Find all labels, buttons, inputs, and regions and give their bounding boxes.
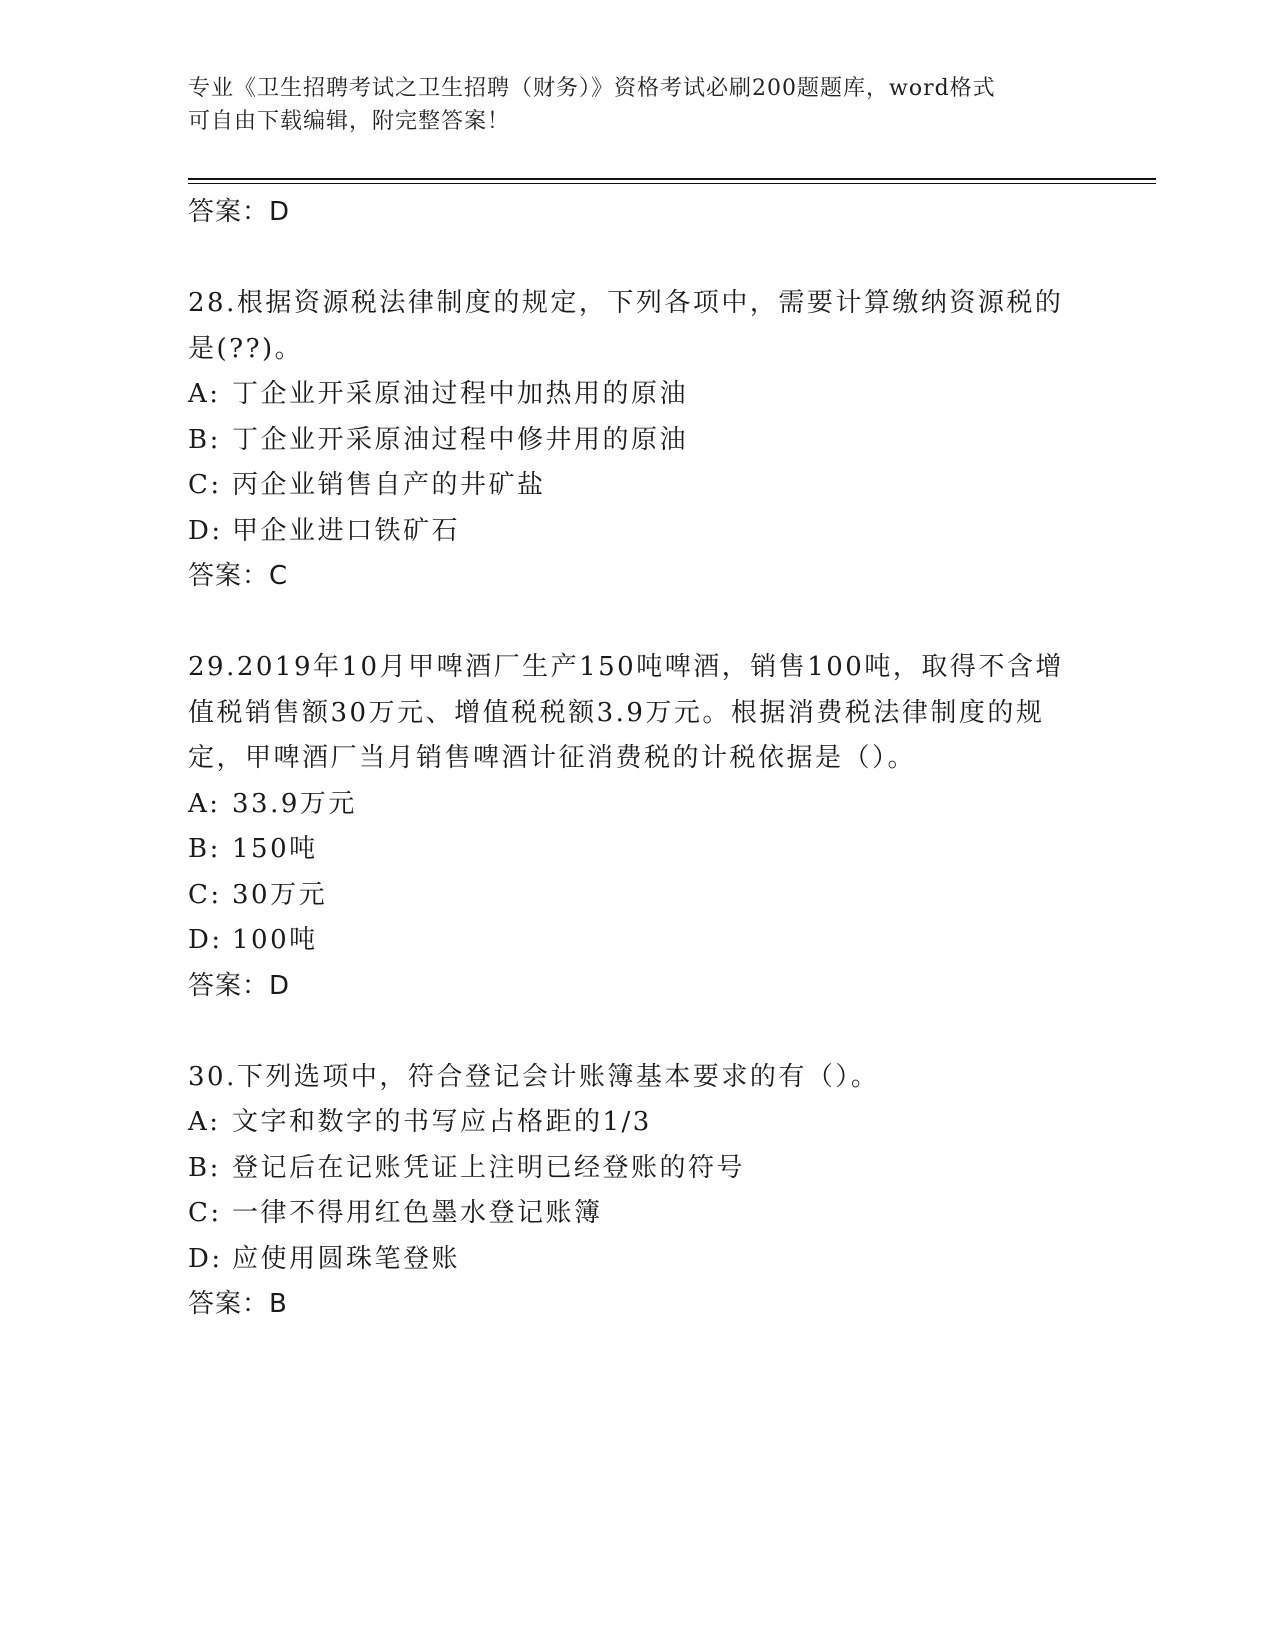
spacer xyxy=(188,600,1088,646)
option-c xyxy=(188,873,1088,919)
option-text: 应使用圆珠笔登账 xyxy=(232,1243,461,1274)
option-b xyxy=(188,827,1088,873)
option-text: 150吨 xyxy=(232,834,318,864)
option-text: 一律不得用红色墨水登记账簿 xyxy=(232,1198,603,1228)
option-text: 文字和数字的书写应占格距的1/3 xyxy=(232,1107,652,1137)
option-text: 丁企业开采原油过程中修井用的原油 xyxy=(232,424,689,455)
page-header xyxy=(188,72,1088,138)
option-text: 丙企业销售自产的井矿盐 xyxy=(232,470,546,500)
option-text: 丁企业开采原油过程中加热用的原油 xyxy=(232,379,689,409)
option-text: 登记后在记账凭证上注明已经登账的符号 xyxy=(232,1152,746,1183)
spacer xyxy=(188,236,1088,282)
header-divider-thin xyxy=(188,183,1156,184)
answer-30: 答案：B xyxy=(188,1289,288,1319)
option-d xyxy=(188,1237,1088,1283)
question-content xyxy=(188,190,1088,1328)
option-text: 30万元 xyxy=(232,879,328,910)
answer-29: 答案：D xyxy=(188,970,291,1001)
question-stem-line: 28.根据资源税法律制度的规定，下列各项中，需要计算缴纳资源税的 xyxy=(188,288,1064,318)
option-c xyxy=(188,463,1088,509)
question-stem-line: 29.2019年10月甲啤酒厂生产150吨啤酒，销售100吨，取得不含增 xyxy=(188,652,1064,682)
header-line-2: 可自由下载编辑，附完整答案！ xyxy=(188,109,511,134)
option-c xyxy=(188,1191,1088,1237)
question-stem-line: 30.下列选项中，符合登记会计账簿基本要求的有（）。 xyxy=(188,1061,880,1092)
option-a xyxy=(188,1100,1088,1146)
option-letter: A: xyxy=(188,788,221,819)
option-a xyxy=(188,372,1088,418)
question-stem-line: 是(??)。 xyxy=(188,333,304,364)
option-text: 100吨 xyxy=(232,925,318,955)
question-28 xyxy=(188,281,1088,600)
option-text: 33.9万元 xyxy=(232,788,357,819)
option-b xyxy=(188,418,1088,464)
question-29 xyxy=(188,645,1088,1009)
answer-28: 答案：C xyxy=(188,561,289,591)
option-letter: D: xyxy=(188,1243,223,1274)
question-stem-line: 定，甲啤酒厂当月销售啤酒计征消费税的计税依据是（）。 xyxy=(188,743,917,773)
option-d xyxy=(188,509,1088,555)
header-line-1: 专业《卫生招聘考试之卫生招聘（财务）》资格考试必刷200题题库，word格式 xyxy=(188,76,996,101)
answer-previous: 答案：D xyxy=(188,197,291,227)
question-30 xyxy=(188,1055,1088,1328)
option-letter: B: xyxy=(188,1152,221,1183)
option-letter: C: xyxy=(188,1198,222,1228)
option-text: 甲企业进口铁矿石 xyxy=(232,515,461,546)
header-divider-thick xyxy=(188,178,1156,180)
option-letter: A: xyxy=(188,1107,221,1137)
question-stem-line: 值税销售额30万元、增值税税额3.9万元。根据消费税法律制度的规 xyxy=(188,697,1045,728)
option-b xyxy=(188,1146,1088,1192)
option-letter: B: xyxy=(188,424,221,455)
option-letter: B: xyxy=(188,834,221,864)
option-d xyxy=(188,918,1088,964)
option-letter: C: xyxy=(188,470,222,500)
option-letter: D: xyxy=(188,925,223,955)
spacer xyxy=(188,1009,1088,1055)
option-letter: D: xyxy=(188,515,223,546)
option-letter: A: xyxy=(188,379,221,409)
option-a xyxy=(188,782,1088,828)
option-letter: C: xyxy=(188,879,222,910)
